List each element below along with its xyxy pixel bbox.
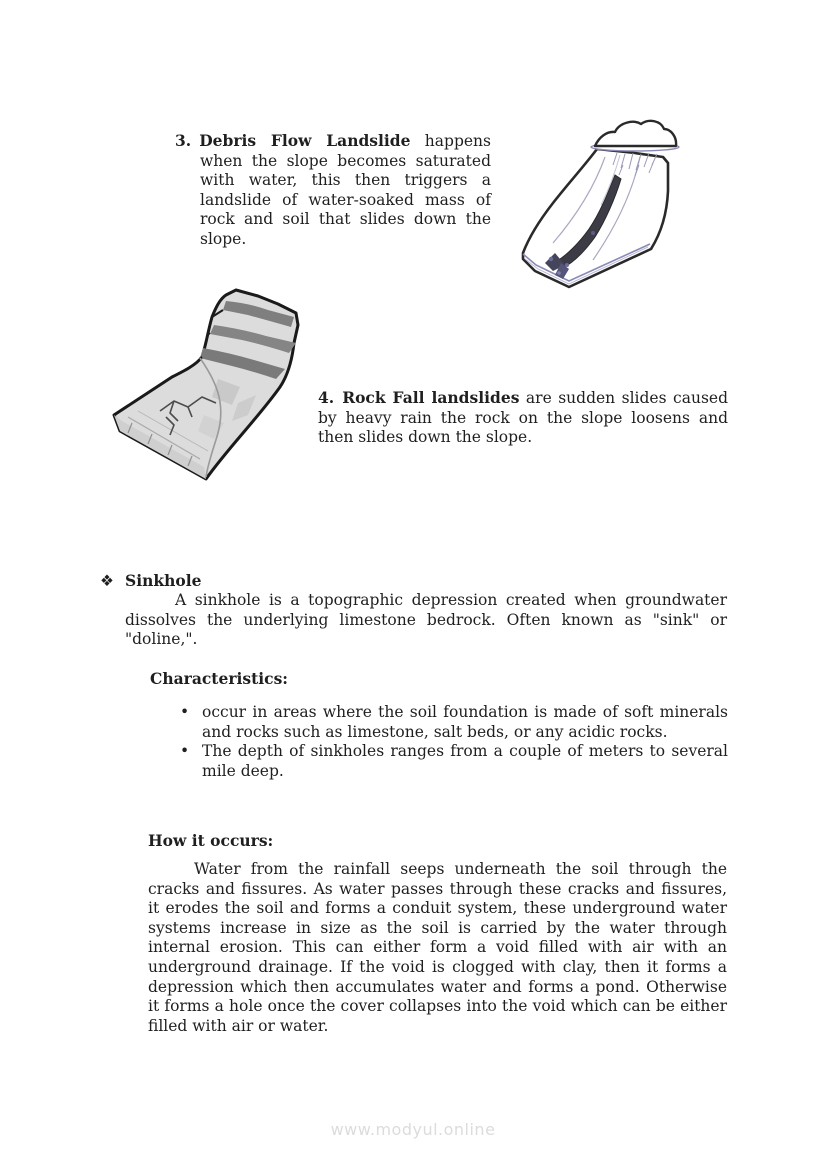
characteristic-text: occur in areas where the soil foundation is made of soft minerals and rocks such as limestone, salt beds, or any acidic rocks.	[202, 703, 728, 741]
debris-flow-paragraph	[175, 131, 491, 250]
item-text: are sudden slides caused by heavy rain the rock on the slope loosens and then slides down the slope.	[318, 389, 728, 447]
how-it-occurs-heading: How it occurs:	[148, 831, 274, 850]
list-item	[180, 703, 728, 742]
sinkhole-intro-paragraph: A sinkhole is a topographic depression created when groundwater dissolves the underlying limestone bedrock. Often known as "sink" or "doline,".	[125, 591, 727, 649]
watermark: www.modyul.online	[330, 1120, 496, 1139]
rock-fall-paragraph	[318, 388, 728, 448]
characteristics-list	[180, 703, 728, 781]
list-item-rock-fall	[318, 388, 728, 448]
item-bold-lead: Debris Flow Landslide	[199, 131, 411, 150]
item-bold-lead: Rock Fall landslides	[342, 388, 520, 407]
bullet-icon: •	[180, 703, 190, 721]
item-text: happens when the slope becomes saturated with water, this then triggers a landslide of water-soaked mass of rock and soil that slides down the slope.	[200, 132, 491, 248]
list-item	[180, 742, 728, 781]
debris-flow-drawing	[505, 113, 701, 305]
how-it-occurs-paragraph: Water from the rainfall seeps underneath the soil through the cracks and fissures. As water passes through these cracks and fissures, it erodes the soil and forms a conduit system, these underground water systems increase in size as the soil is carried by the water through internal erosion. This can either form a void filled with air with an underground drainage. If the void is clogged with clay, then it forms a depression which then accumulates water and forms a pond. Otherwise it forms a hole once the cover collapses into the void which can be either filled with air or water.	[148, 860, 727, 1035]
sinkhole-heading-label: Sinkhole	[125, 571, 202, 590]
characteristic-text: The depth of sinkholes ranges from a couple of meters to several mile deep.	[202, 742, 728, 780]
diamond-bullet-icon: ❖	[100, 572, 114, 590]
rock-fall-illustration	[108, 283, 322, 495]
bullet-icon: •	[180, 742, 190, 761]
item-number: 3.	[175, 131, 192, 150]
rock-fall-drawing	[108, 283, 322, 495]
list-item-debris-flow	[175, 131, 491, 250]
debris-flow-illustration	[505, 113, 701, 305]
characteristics-heading: Characteristics:	[150, 669, 289, 688]
item-number: 4.	[318, 388, 335, 407]
sinkhole-section-heading	[100, 571, 500, 592]
